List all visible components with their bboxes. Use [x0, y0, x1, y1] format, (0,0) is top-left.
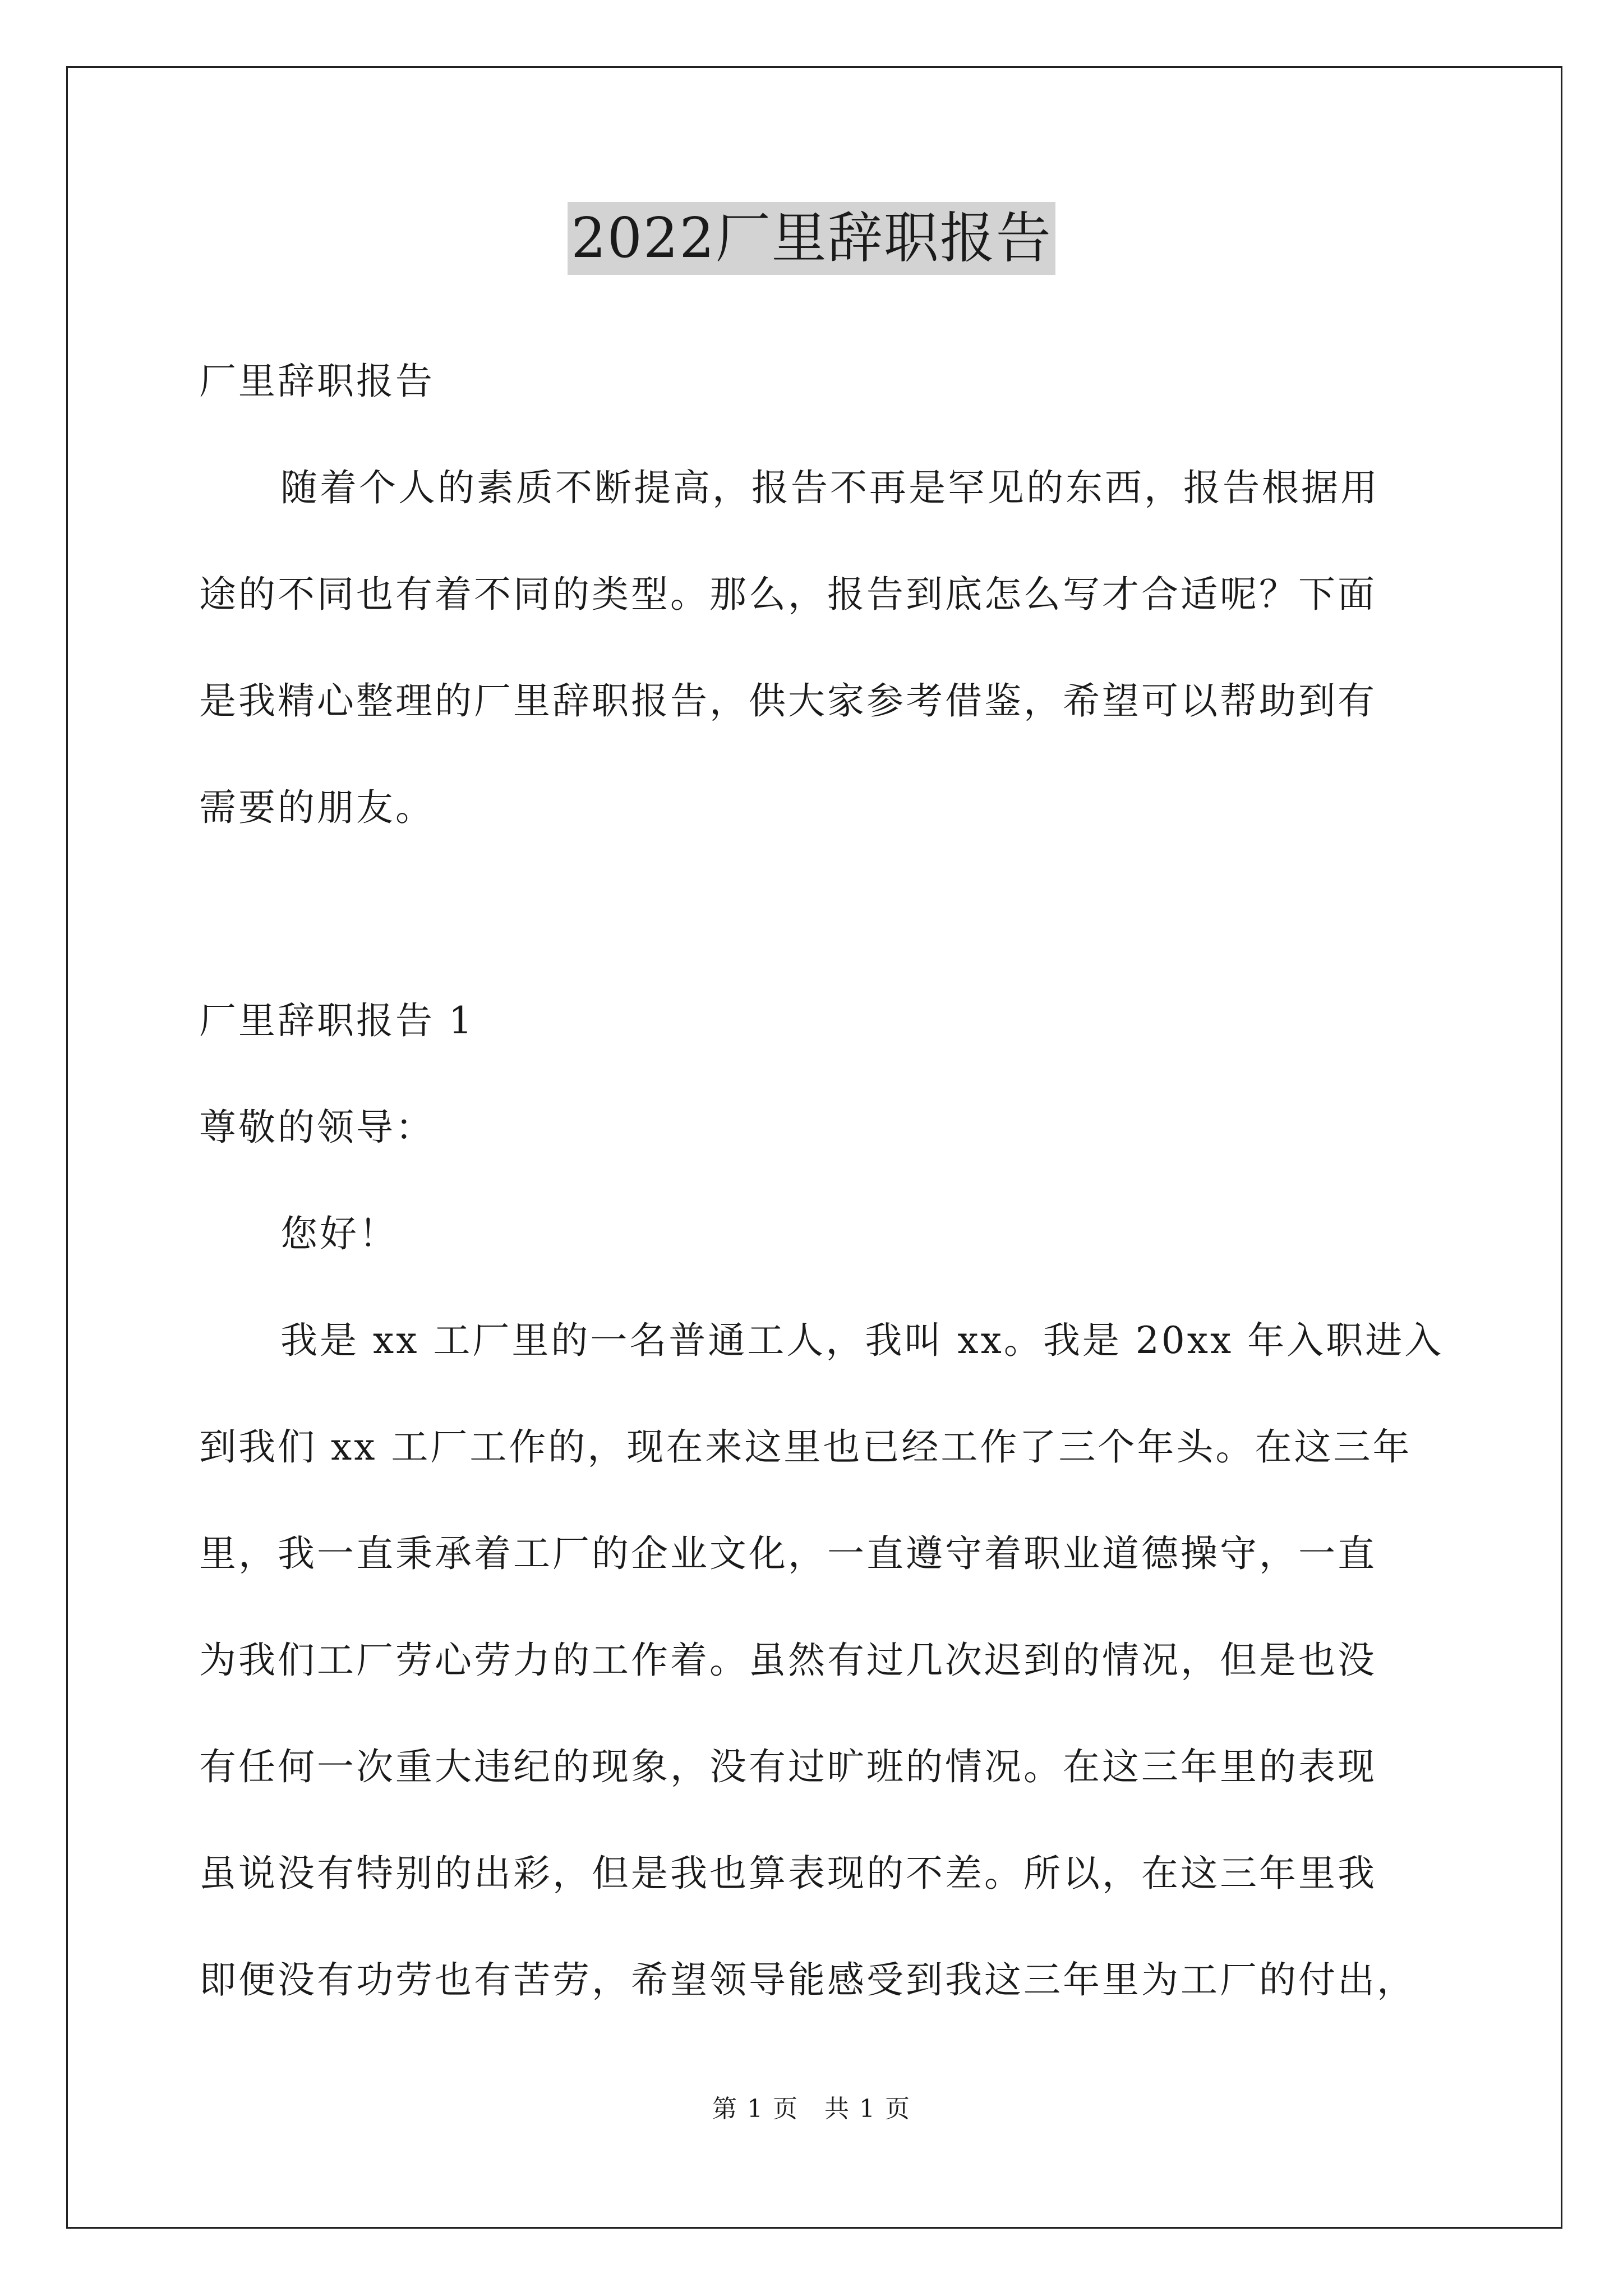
body-line: 随着个人的素质不断提高，报告不再是罕见的东西，报告根据用: [280, 466, 1380, 509]
document-title: 2022厂里辞职报告: [568, 202, 1055, 275]
body-line: 途的不同也有着不同的类型。那么，报告到底怎么写才合适呢？下面: [199, 573, 1377, 616]
body-line: 到我们 xx 工厂工作的，现在来这里也已经工作了三个年头。在这三年: [199, 1425, 1412, 1469]
body-line: 需要的朋友。: [199, 786, 435, 829]
body-line: 里，我一直秉承着工厂的企业文化，一直遵守着职业道德操守，一直: [199, 1532, 1377, 1575]
salutation: 尊敬的领导：: [199, 1106, 435, 1149]
body-line: 为我们工厂劳心劳力的工作着。虽然有过几次迟到的情况，但是也没: [199, 1639, 1377, 1682]
page-footer: 第 1 页 共 1 页: [712, 2095, 911, 2123]
body-line: 是我精心整理的厂里辞职报告，供大家参考借鉴，希望可以帮助到有: [199, 679, 1377, 723]
greeting: 您好！: [280, 1212, 398, 1255]
body-line: 即便没有功劳也有苦劳，希望领导能感受到我这三年里为工厂的付出，: [199, 1958, 1416, 2001]
section-heading: 厂里辞职报告 1: [199, 999, 474, 1042]
body-line: 有任何一次重大违纪的现象，没有过旷班的情况。在这三年里的表现: [199, 1745, 1377, 1788]
title-container: [0, 202, 1623, 275]
body-line: 我是 xx 工厂里的一名普通工人，我叫 xx。我是 20xx 年入职进入: [280, 1319, 1444, 1362]
subtitle-line: 厂里辞职报告: [199, 360, 435, 403]
body-line: 虽说没有特别的出彩，但是我也算表现的不差。所以，在这三年里我: [199, 1852, 1377, 1895]
